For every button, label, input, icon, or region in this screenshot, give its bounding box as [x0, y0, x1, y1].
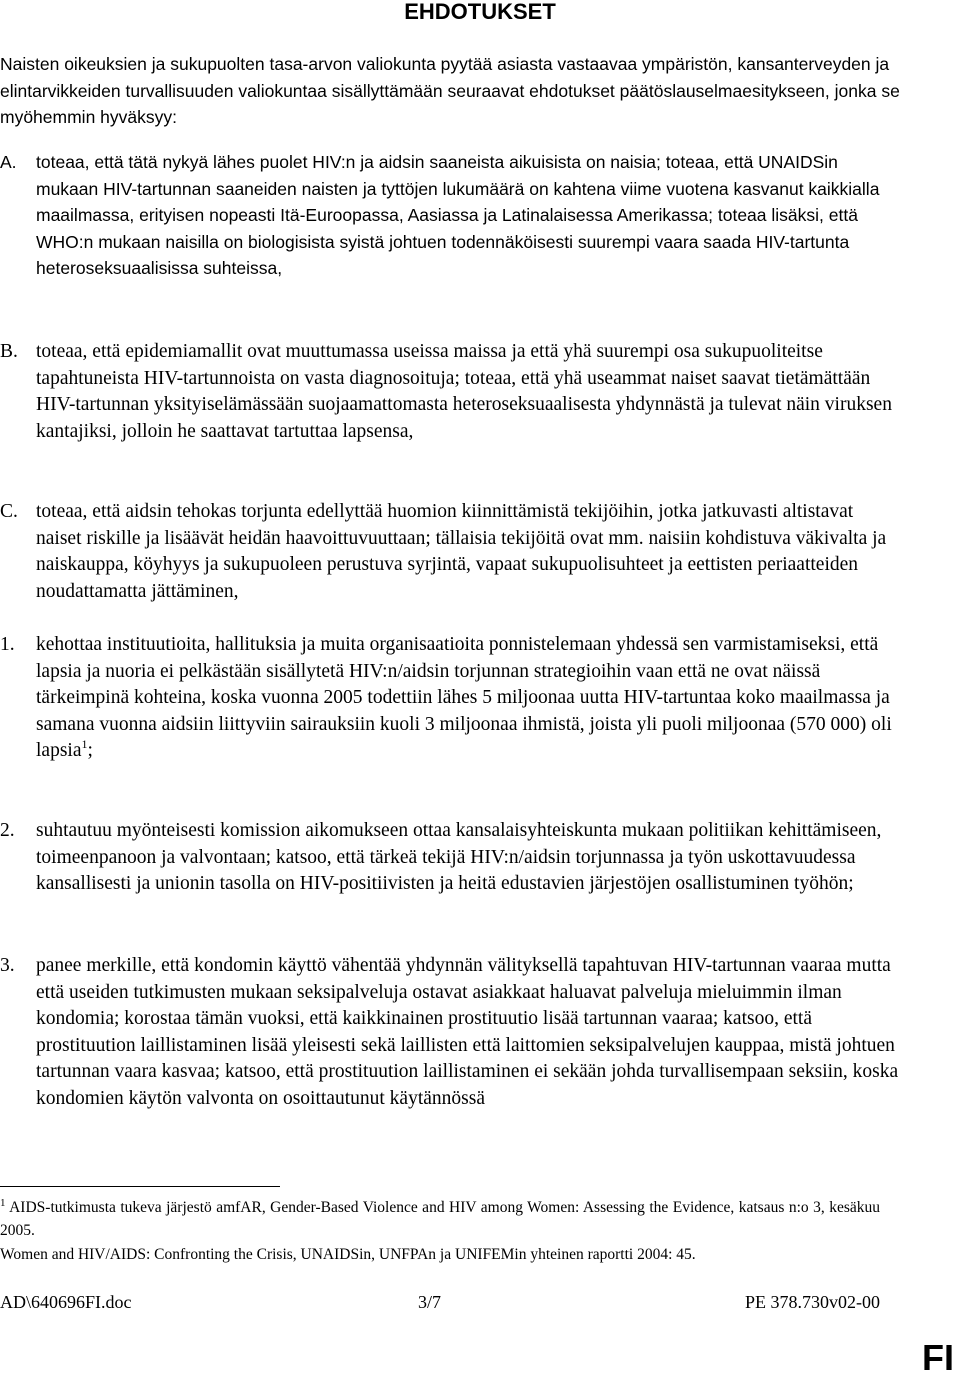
recital-text: toteaa, että tätä nykyä lähes puolet HIV:n ja aidsin saaneista aikuisista on naisia; toteaa, että UNAIDSin mukaan HIV-tartunnan saaneiden naisten ja tyttöjen lukumäärä on kahtena viime vuotena kasvanut kaikkialla maailmassa, erityisen nopeasti Itä-Euroopassa, Aasiassa ja Latinalaisessa Amerikassa; toteaa lisäksi, että WHO:n mukaan naisilla on biologisista syistä johtuen todennäköisesti suurempi vaara saada HIV-tartunta heteroseksuaalisissa suhteissa, — [36, 152, 880, 278]
paragraph-marker: 1. — [0, 634, 15, 655]
footnote-number: 1 — [0, 1197, 6, 1209]
recital-marker: B. — [0, 341, 18, 362]
paragraph-text-tail: ; — [87, 740, 93, 762]
recital-text: toteaa, että aidsin tehokas torjunta edellyttää huomion kiinnittämistä tekijöihin, jotka jatkuvasti altistavat naiset riskille ja lisäävät heidän haavoittuvuuttaan; tällaisia tekijöitä ovat mm. naisiin kohdistuva väkivalta ja naiskauppa, köyhyys ja sukupuoleen perustuva syrjintä, vapaat sukupuolisuhteet ja eettisten periaatteiden noudattamatta jättäminen, — [36, 501, 887, 602]
footer-reference: PE 378.730v02-00 — [745, 1292, 880, 1312]
recital-marker: C. — [0, 501, 18, 522]
paragraph-marker: 3. — [0, 955, 15, 976]
recital-a — [0, 149, 900, 282]
paragraph-marker: 2. — [0, 820, 15, 841]
footnote-1 — [0, 1196, 880, 1242]
intro-paragraph: Naisten oikeuksien ja sukupuolten tasa-arvon valiokunta pyytää asiasta vastaavaa ympäristön, kansanterveyden ja elintarvikkeiden turvallisuuden valiokuntaa sisällyttämään seuraavat ehdotukset päätöslauselmaesitykseen, jonka se myöhemmin hyväksyy: — [0, 54, 900, 127]
paragraph-3 — [0, 953, 900, 1113]
footer-page-number: 3/7 — [418, 1292, 442, 1312]
paragraph-2 — [0, 818, 900, 898]
document-title: EHDOTUKSET — [404, 0, 556, 24]
paragraph-text-main: kehottaa instituutioita, hallituksia ja muita organisaatioita ponnistelemaan yhdessä sen varmistamiseksi, että lapsia ja nuoria ei pelkästään sisällytetä HIV:n/aidsin torjunnan strategioihin vaan että ne ovat näissä tärkeimpinä kohteina, koska vuonna 2005 todettiin lähes 5 miljoonaa uutta HIV-tartuntaa koko maailmassa ja samana vuonna aidsiin liittyviin sairauksiin kuoli 3 miljoonaa ihmistä, joista yli puoli miljoonaa (570 000) oli lapsia — [36, 634, 892, 762]
paragraph-text — [36, 632, 900, 765]
footnote-separator — [0, 1186, 280, 1187]
footnote-ref: 1 — [81, 737, 88, 752]
footer-doc-name: AD\640696FI.doc — [0, 1292, 132, 1312]
paragraph-text: suhtautuu myönteisesti komission aikomukseen ottaa kansalaisyhteiskunta mukaan politiikan kehittämiseen, toimeenpanoon ja valvontaan; katsoo, että tärkeä tekijä HIV:n/aidsin torjunnassa ja työn uskottavuudessa kansallisesti ja unionin tasolla on HIV-positiivisten ja heitä edustavien järjestöjen osallistuminen työhön; — [36, 820, 882, 895]
footnote-1-text: AIDS-tutkimusta tukeva järjestö amfAR, Gender-Based Violence and HIV among Women: Assessing the Evidence, katsaus n:o 3, kesäkuu 2005. — [0, 1199, 880, 1239]
paragraph-1 — [0, 632, 900, 765]
recital-text: toteaa, että epidemiamallit ovat muuttumassa useissa maissa ja että yhä suurempi osa sukupuoliteitse tapahtuneista HIV-tartunnoista on vasta diagnosoituja; toteaa, että yhä useammat naiset saavat tietämättään HIV-tartunnan yksityiselämässään suojaamattomasta heteroseksuaalisesta yhdynnästä ja tulevat näin viruksen kantajiksi, jolloin he saattavat tartuttaa lapsensa, — [36, 341, 892, 442]
footnote-2: Women and HIV/AIDS: Confronting the Crisis, UNAIDSin, UNFPAn ja UNIFEMin yhteinen raportti 2004: 45. — [0, 1246, 696, 1263]
recital-c — [0, 499, 900, 605]
language-code: FI — [922, 1337, 954, 1378]
recital-marker: A. — [0, 152, 17, 172]
paragraph-text: panee merkille, että kondomin käyttö vähentää yhdynnän välityksellä tapahtuvan HIV-tartunnan vaaraa mutta että useiden tutkimusten mukaan seksipalveluja ostavat asiakkaat haluavat palveluja mieluimmin ilman kondomia; korostaa tämän vuoksi, että kaikkinainen prostituutio lisää tartunnan vaaraa; katsoo, että prostituution laillistaminen lisää yleisesti sekä laillisten että laittomien seksipalvelujen kauppaa, mistä johtuen tartunnan vaara kasvaa; katsoo, että prostituution laillistaminen ei sekään johda turvallisempaan seksiin, koska kondomien käytön valvonta on osoittautunut käytännössä — [36, 955, 899, 1109]
recital-b — [0, 339, 900, 445]
